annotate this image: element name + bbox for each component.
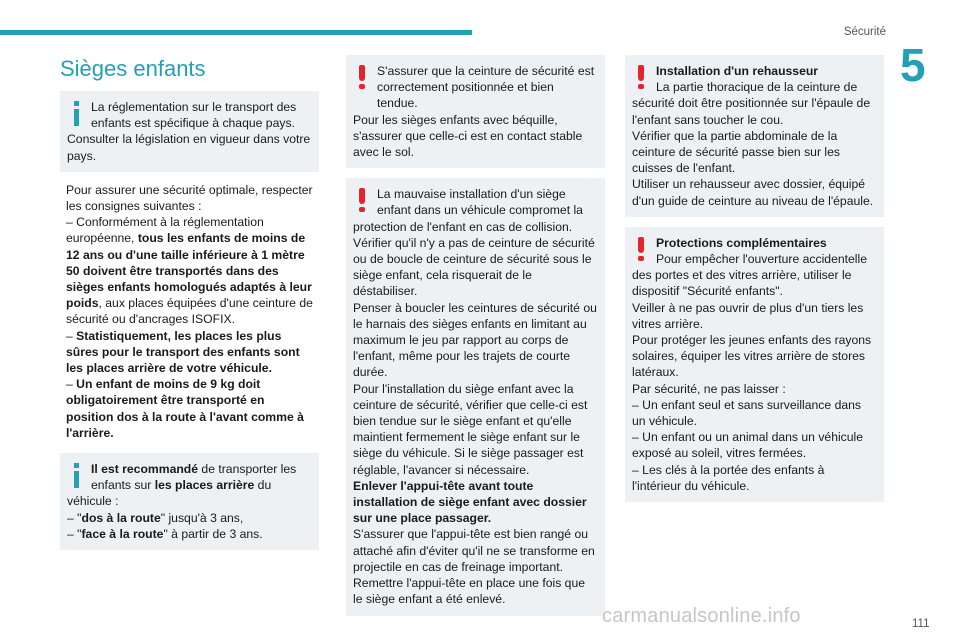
warning-box-belt	[346, 55, 605, 168]
info-box-recommendation	[60, 453, 319, 550]
warning-emphasis: Enlever l'appui-tête avant toute installation de siège enfant avec dossier sur une place passager.	[353, 478, 587, 526]
page-number: 111	[912, 618, 930, 630]
info-lead: Il est recommandé de transporter les enfants sur les places arrière du	[91, 462, 297, 493]
list-item: – Un enfant ou un animal dans un véhicule exposé au soleil, vitres fermées.	[632, 430, 864, 461]
warning-box-booster	[625, 55, 884, 217]
warning-text: Utiliser un rehausseur avec dossier, équipé d'un guide de ceinture au niveau de l'épaule.	[632, 177, 874, 208]
warning-icon	[356, 65, 370, 91]
info-icon	[70, 463, 84, 489]
warning-lead: La partie thoracique de la ceinture de	[656, 80, 858, 95]
bullet-2: – Statistiquement, les places les plus sûres pour le transport des enfants sont les places arrière de votre véhicule.	[66, 328, 300, 376]
warning-text: sécurité doit être positionnée sur l'épaule de l'enfant sans toucher le cou.	[632, 96, 871, 127]
chapter-number: 5	[900, 39, 926, 91]
warning-text: Pour l'installation du siège enfant avec la ceinture de sécurité, vérifier que celle-ci est bien tendue sur le siège enfant et qu'elle maintient fermement le siège enfant sur le siège du véhicule. Si le siège passager est réglable, l'avancer si nécessaire.	[353, 381, 588, 477]
warning-icon	[356, 188, 370, 214]
paragraph: Pour assurer une sécurité optimale, respecter les consignes suivantes :	[66, 182, 313, 214]
warning-text: Vérifier qu'il n'y a pas de ceinture de sécurité ou de boucle de ceinture de sécurité sous le siège enfant, cela risquerait de le déstabiliser.	[353, 235, 595, 299]
info-text: véhicule :	[67, 494, 119, 509]
warning-title: Protections complémentaires	[656, 235, 827, 250]
section-label: Sécurité	[843, 26, 886, 38]
warning-text: Pour les sièges enfants avec béquille, s'assurer que celle-ci est en contact stable avec le sol.	[353, 112, 583, 160]
list-item: – "face à la route" à partir de 3 ans.	[67, 526, 263, 541]
bullet-3: – Un enfant de moins de 9 kg doit obligatoirement être transporté en position dos à la route à l'avant comme à l'arrière.	[66, 377, 304, 440]
watermark: carmanualsonline.info	[602, 605, 801, 627]
warning-text: S'assurer que l'appui-tête est bien rangé ou attaché afin d'éviter qu'il ne se transforme en projectile en cas de freinage important. Remettre l'appui-tête en place une fois que le siège enfant a été enlevé.	[353, 527, 595, 607]
column-3	[625, 55, 884, 512]
warning-text: Penser à boucler les ceintures de sécurité ou le harnais des sièges enfants en limitant au maximum le jeu par rapport au corps de l'enfant, même pour les trajets de courte durée.	[353, 300, 597, 380]
list-item: – Les clés à la portée des enfants à l'intérieur du véhicule.	[632, 462, 825, 493]
warning-lead: S'assurer que la ceinture de sécurité est correctement positionnée et bien tendue.	[377, 64, 595, 111]
warning-text: protection de l'enfant en cas de collision.	[353, 219, 573, 234]
list-item: – Un enfant seul et sans surveillance dans un véhicule.	[632, 397, 861, 429]
info-icon	[70, 101, 84, 127]
info-box-regulation	[60, 91, 319, 172]
list-item: – "dos à la route" jusqu'à 3 ans,	[67, 510, 244, 525]
column-2	[346, 55, 605, 626]
page-title: Sièges enfants	[60, 56, 206, 81]
warning-text: Vérifier que la partie abdominale de la ceinture de sécurité passe bien sur les cuisses de l'enfant.	[632, 128, 840, 176]
warning-icon	[635, 237, 649, 263]
warning-icon	[635, 65, 649, 91]
warning-lead: Pour empêcher l'ouverture accidentelle	[656, 252, 867, 267]
warning-text: Veiller à ne pas ouvrir de plus d'un tiers les vitres arrière.	[632, 300, 864, 331]
column-1	[60, 55, 319, 560]
warning-box-protections	[625, 227, 884, 502]
body-text	[60, 182, 319, 441]
warning-lead: La mauvaise installation d'un siège enfant dans un véhicule compromet la	[377, 187, 583, 218]
info-text: Consulter la législation en vigueur dans votre pays.	[67, 132, 311, 163]
warning-box-installation	[346, 178, 605, 615]
warning-text: des portes et des vitres arrière, utiliser le dispositif "Sécurité enfants".	[632, 268, 852, 299]
info-lead: La réglementation sur le transport des enfants est spécifique à chaque pays.	[91, 100, 297, 131]
warning-text: Par sécurité, ne pas laisser :	[632, 381, 786, 396]
warning-title: Installation d'un rehausseur	[656, 64, 819, 78]
bullet-1: – Conformément à la réglementation européenne, tous les enfants de moins de 12 ans ou d'une taille inférieure à 1 mètre 50 doivent être transportés dans des sièges enfants homologués adaptés à leur poids, aux places équipées d'une ceinture de sécurité ou d'ancrages ISOFIX.	[66, 215, 313, 327]
warning-text: Pour protéger les jeunes enfants des rayons solaires, équiper les vitres arrière de stores latéraux.	[632, 333, 872, 380]
header-accent-bar	[0, 30, 472, 35]
